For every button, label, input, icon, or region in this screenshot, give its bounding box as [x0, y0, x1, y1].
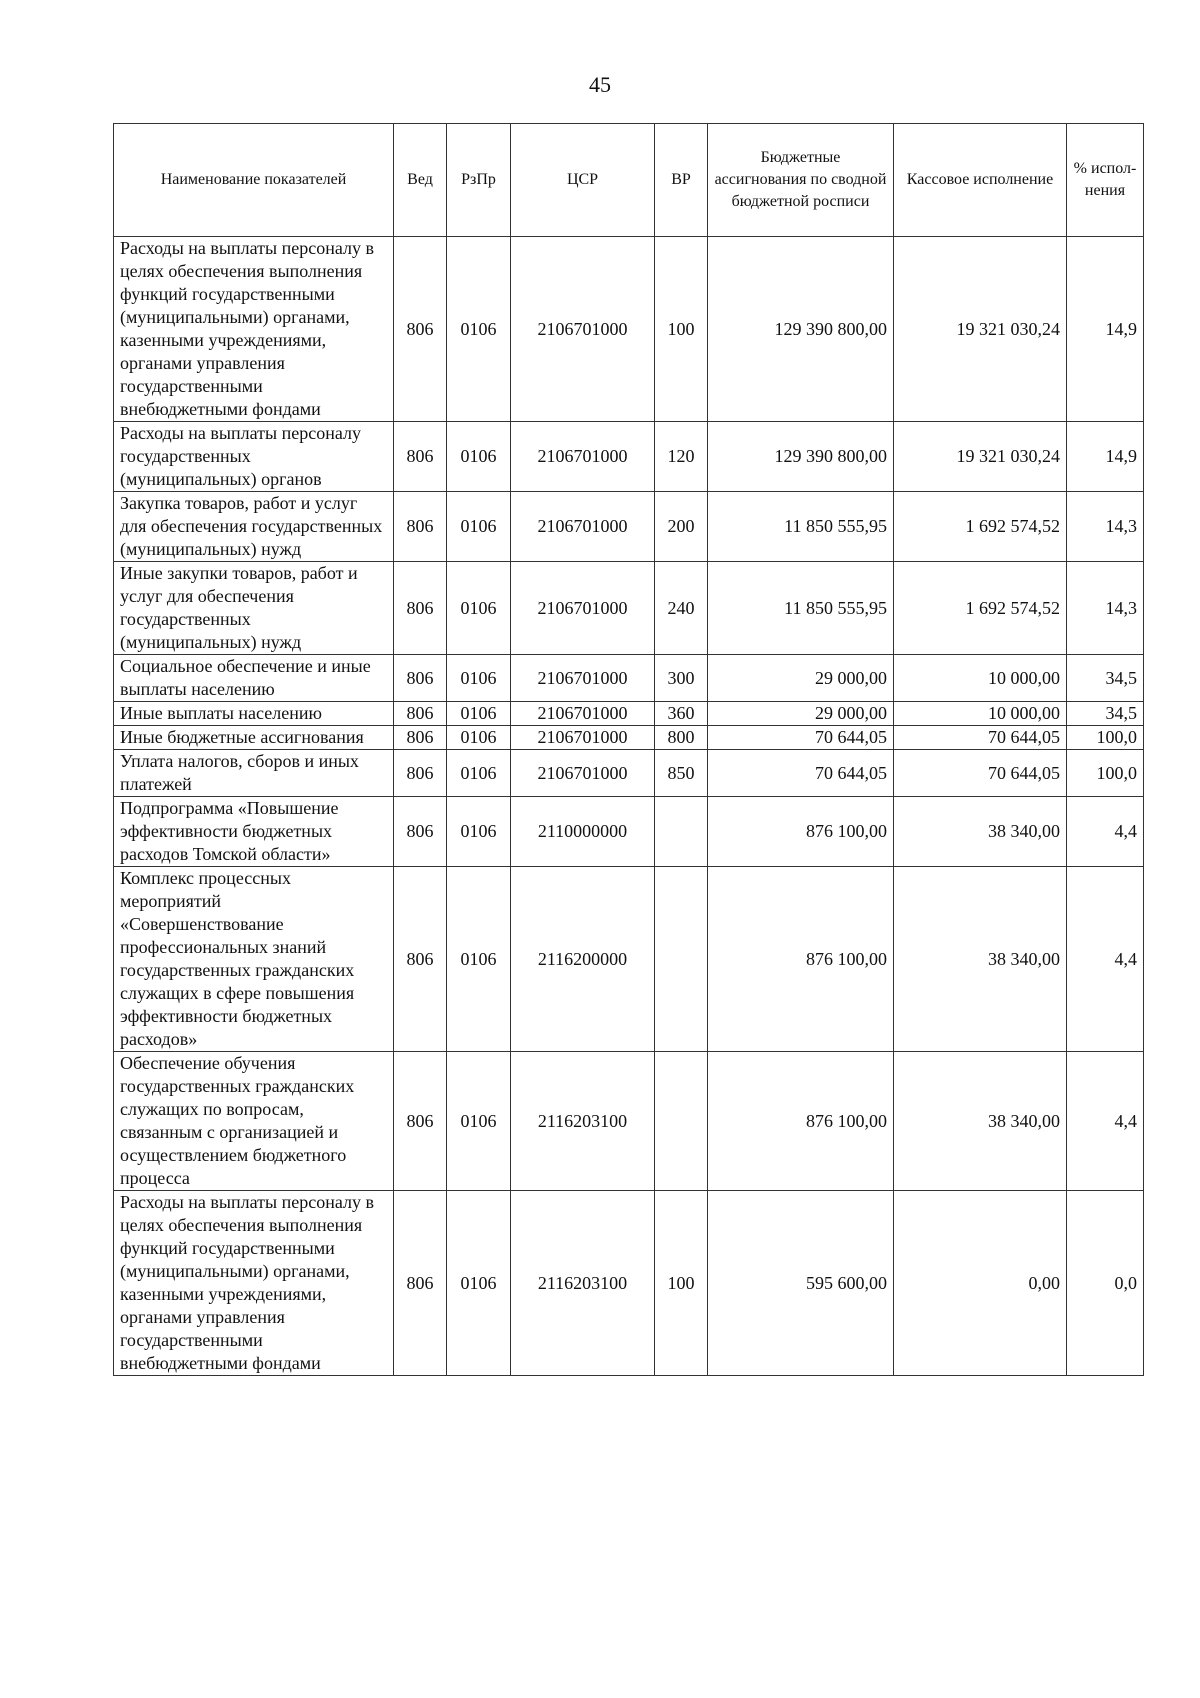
table-header-row	[114, 124, 1144, 237]
cell-csr: 2106701000	[511, 237, 655, 422]
cell-budget: 129 390 800,00	[708, 237, 894, 422]
cell-vr: 240	[655, 562, 708, 655]
table-row	[114, 492, 1144, 562]
cell-vr: 850	[655, 750, 708, 797]
table-row	[114, 1191, 1144, 1376]
cell-name: Подпрограмма «Повышение эффективности бюджетных расходов Томской области»	[114, 797, 394, 867]
header-cash: Кассовое исполнение	[894, 124, 1067, 237]
cell-pct: 4,4	[1067, 1052, 1144, 1191]
cell-name: Социальное обеспечение и иные выплаты населению	[114, 655, 394, 702]
budget-table	[113, 123, 1144, 1376]
cell-pct: 34,5	[1067, 702, 1144, 726]
cell-rzpr: 0106	[447, 797, 511, 867]
cell-cash: 70 644,05	[894, 750, 1067, 797]
cell-cash: 10 000,00	[894, 655, 1067, 702]
cell-csr: 2106701000	[511, 702, 655, 726]
cell-name: Расходы на выплаты персоналу государственных (муниципальных) органов	[114, 422, 394, 492]
cell-pct: 34,5	[1067, 655, 1144, 702]
cell-cash: 1 692 574,52	[894, 492, 1067, 562]
cell-csr: 2116200000	[511, 867, 655, 1052]
cell-budget: 876 100,00	[708, 797, 894, 867]
cell-cash: 0,00	[894, 1191, 1067, 1376]
cell-vr: 360	[655, 702, 708, 726]
cell-rzpr: 0106	[447, 422, 511, 492]
cell-vr: 120	[655, 422, 708, 492]
cell-csr: 2106701000	[511, 492, 655, 562]
cell-pct: 14,3	[1067, 492, 1144, 562]
cell-vr	[655, 797, 708, 867]
cell-budget: 70 644,05	[708, 750, 894, 797]
cell-cash: 19 321 030,24	[894, 422, 1067, 492]
cell-pct: 14,9	[1067, 237, 1144, 422]
table-row	[114, 562, 1144, 655]
cell-vr: 300	[655, 655, 708, 702]
cell-vr: 200	[655, 492, 708, 562]
cell-name: Иные выплаты населению	[114, 702, 394, 726]
cell-pct: 4,4	[1067, 797, 1144, 867]
cell-vr	[655, 1052, 708, 1191]
cell-csr: 2116203100	[511, 1191, 655, 1376]
cell-vr: 100	[655, 237, 708, 422]
cell-cash: 70 644,05	[894, 726, 1067, 750]
header-budget: Бюджетные ассигнования по сводной бюджетной росписи	[708, 124, 894, 237]
cell-ved: 806	[394, 562, 447, 655]
cell-pct: 4,4	[1067, 867, 1144, 1052]
table-row	[114, 422, 1144, 492]
cell-vr: 800	[655, 726, 708, 750]
cell-name: Иные закупки товаров, работ и услуг для обеспечения государственных (муниципальных) нужд	[114, 562, 394, 655]
cell-rzpr: 0106	[447, 867, 511, 1052]
cell-cash: 19 321 030,24	[894, 237, 1067, 422]
cell-pct: 14,9	[1067, 422, 1144, 492]
cell-ved: 806	[394, 237, 447, 422]
cell-csr: 2116203100	[511, 1052, 655, 1191]
cell-ved: 806	[394, 1191, 447, 1376]
table-row	[114, 702, 1144, 726]
cell-rzpr: 0106	[447, 492, 511, 562]
cell-csr: 2106701000	[511, 750, 655, 797]
cell-ved: 806	[394, 867, 447, 1052]
cell-budget: 876 100,00	[708, 1052, 894, 1191]
cell-budget: 11 850 555,95	[708, 492, 894, 562]
header-vr: ВР	[655, 124, 708, 237]
cell-budget: 29 000,00	[708, 702, 894, 726]
cell-pct: 100,0	[1067, 726, 1144, 750]
cell-csr: 2106701000	[511, 562, 655, 655]
header-pct: % испол-нения	[1067, 124, 1144, 237]
cell-pct: 14,3	[1067, 562, 1144, 655]
cell-name: Комплекс процессных мероприятий «Совершенствование профессиональных знаний государственных гражданских служащих в сфере повышения эффективности бюджетных расходов»	[114, 867, 394, 1052]
cell-ved: 806	[394, 750, 447, 797]
cell-ved: 806	[394, 422, 447, 492]
cell-cash: 10 000,00	[894, 702, 1067, 726]
cell-rzpr: 0106	[447, 1052, 511, 1191]
cell-rzpr: 0106	[447, 1191, 511, 1376]
cell-rzpr: 0106	[447, 562, 511, 655]
page-number: 45	[589, 72, 611, 97]
table-row	[114, 797, 1144, 867]
cell-budget: 876 100,00	[708, 867, 894, 1052]
cell-name: Расходы на выплаты персоналу в целях обеспечения выполнения функций государственными (муниципальными) органами, казенными учреждениями, органами управления государственными внебюджетными фондами	[114, 1191, 394, 1376]
cell-name: Закупка товаров, работ и услуг для обеспечения государственных (муниципальных) нужд	[114, 492, 394, 562]
cell-cash: 38 340,00	[894, 867, 1067, 1052]
cell-name: Обеспечение обучения государственных гражданских служащих по вопросам, связанным с организацией и осуществлением бюджетного процесса	[114, 1052, 394, 1191]
header-rzpr: РзПр	[447, 124, 511, 237]
cell-rzpr: 0106	[447, 750, 511, 797]
cell-ved: 806	[394, 797, 447, 867]
cell-rzpr: 0106	[447, 702, 511, 726]
cell-budget: 129 390 800,00	[708, 422, 894, 492]
cell-vr	[655, 867, 708, 1052]
table-row	[114, 750, 1144, 797]
cell-budget: 70 644,05	[708, 726, 894, 750]
cell-cash: 1 692 574,52	[894, 562, 1067, 655]
cell-cash: 38 340,00	[894, 797, 1067, 867]
header-csr: ЦСР	[511, 124, 655, 237]
table-row	[114, 726, 1144, 750]
cell-rzpr: 0106	[447, 237, 511, 422]
cell-rzpr: 0106	[447, 726, 511, 750]
cell-name: Уплата налогов, сборов и иных платежей	[114, 750, 394, 797]
table-row	[114, 655, 1144, 702]
cell-budget: 11 850 555,95	[708, 562, 894, 655]
cell-ved: 806	[394, 726, 447, 750]
cell-budget: 595 600,00	[708, 1191, 894, 1376]
cell-csr: 2106701000	[511, 422, 655, 492]
table-row	[114, 867, 1144, 1052]
cell-rzpr: 0106	[447, 655, 511, 702]
cell-csr: 2106701000	[511, 726, 655, 750]
cell-csr: 2110000000	[511, 797, 655, 867]
cell-budget: 29 000,00	[708, 655, 894, 702]
header-name: Наименование показателей	[114, 124, 394, 237]
cell-cash: 38 340,00	[894, 1052, 1067, 1191]
cell-ved: 806	[394, 1052, 447, 1191]
cell-name: Иные бюджетные ассигнования	[114, 726, 394, 750]
table-row	[114, 237, 1144, 422]
cell-pct: 100,0	[1067, 750, 1144, 797]
header-ved: Вед	[394, 124, 447, 237]
cell-ved: 806	[394, 492, 447, 562]
cell-vr: 100	[655, 1191, 708, 1376]
cell-ved: 806	[394, 655, 447, 702]
cell-name: Расходы на выплаты персоналу в целях обеспечения выполнения функций государственными (муниципальными) органами, казенными учреждениями, органами управления государственными внебюджетными фондами	[114, 237, 394, 422]
cell-csr: 2106701000	[511, 655, 655, 702]
table-row	[114, 1052, 1144, 1191]
cell-pct: 0,0	[1067, 1191, 1144, 1376]
cell-ved: 806	[394, 702, 447, 726]
